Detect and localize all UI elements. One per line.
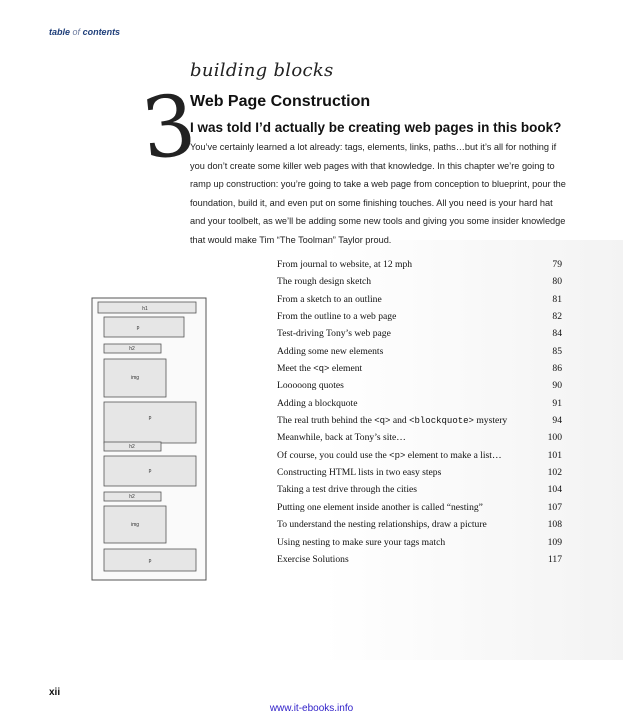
toc-entry-title: The rough design sketch xyxy=(277,276,372,288)
toc-entry-page: 82 xyxy=(552,311,562,323)
toc-entry[interactable] xyxy=(277,325,562,342)
toc-code-q: <q> xyxy=(374,416,391,427)
sketch-box-p1 xyxy=(104,317,184,337)
toc-title-text: The real truth behind the xyxy=(277,415,375,427)
toc-entry[interactable] xyxy=(277,343,562,360)
toc-entry-title: Exercise Solutions xyxy=(277,553,349,565)
toc-entry-page: 104 xyxy=(547,484,562,496)
toc-entry-title: From journal to website, at 12 mph xyxy=(277,259,413,270)
chapter-number: 3 xyxy=(137,75,201,179)
sketch-label-p1: p xyxy=(136,325,140,331)
header-word-table: table xyxy=(49,27,71,37)
toc-entry-page: 102 xyxy=(547,467,562,479)
toc-entry[interactable] xyxy=(277,447,562,464)
toc-entry-title: Taking a test drive through the cities xyxy=(277,484,417,496)
toc-entry[interactable] xyxy=(277,308,562,325)
toc-entry-page: 90 xyxy=(552,380,562,392)
chapter-subtitle: I was told I’d actually be creating web pages in this book? xyxy=(190,120,562,135)
toc-entry-title: Adding a blockquote xyxy=(277,397,358,409)
toc-entry-title xyxy=(277,447,502,464)
toc-entry[interactable] xyxy=(277,464,562,481)
toc-entry-page: 84 xyxy=(552,328,562,340)
toc-entry-title: Looooong quotes xyxy=(277,380,344,392)
toc-entry-page: 109 xyxy=(547,536,562,548)
toc-entry-title: From a sketch to an outline xyxy=(277,293,382,305)
sketch-label-p4: p xyxy=(148,558,152,564)
toc-code-p: <p> xyxy=(389,450,406,461)
toc-title-text: Meet the xyxy=(277,363,314,375)
toc-entry-title: Using nesting to make sure your tags match xyxy=(277,536,446,548)
toc-entry-page: 86 xyxy=(552,363,562,375)
toc-entry-title: From the outline to a web page xyxy=(277,311,397,323)
toc-entry-page: 80 xyxy=(552,276,562,288)
sketch-box-p2 xyxy=(104,402,196,443)
sketch-label-img1: img xyxy=(130,375,140,381)
toc-entry[interactable] xyxy=(277,534,562,551)
sketch-label-h2-2: h2 xyxy=(129,444,135,450)
toc-entry-page: 91 xyxy=(552,397,562,409)
toc-entry[interactable] xyxy=(277,273,562,290)
toc-entry-page: 108 xyxy=(547,519,562,531)
toc-entry[interactable] xyxy=(277,291,562,308)
footer-link[interactable]: www.it-ebooks.info xyxy=(269,703,354,714)
toc-entry-title: Test-driving Tony’s web page xyxy=(277,328,391,340)
sketch-label-h2-1: h2 xyxy=(129,346,135,352)
chapter-intro: You’ve certainly learned a lot already: tags, elements, links, paths…but it’s all for nothing if you don’t create some killer web pages with that knowledge. In this chapter we’re going to ramp up construction: you’re going to take a web page from conception to blueprint, pour the foundation, build it, and even put on some finishing touches. All you need is your hard hat and your toolbelt, as we’ll be adding some new tools and giving you some insider knowledge that would make Tim “The Toolman” Taylor proud. xyxy=(190,142,566,245)
header-word-of: of xyxy=(72,27,81,37)
sketch-label-img2: img xyxy=(130,522,140,528)
toc-entry-title xyxy=(277,360,362,377)
toc-code-q: <q> xyxy=(313,364,330,375)
toc-entry[interactable] xyxy=(277,551,562,568)
chapter-title: Web Page Construction xyxy=(190,93,371,110)
toc-entry[interactable] xyxy=(277,377,562,394)
sketch-label-h2-3: h2 xyxy=(129,494,135,500)
toc-entry-page: 79 xyxy=(552,259,562,270)
toc-entry[interactable] xyxy=(277,360,562,377)
page-number: xii xyxy=(49,687,61,698)
toc-title-text: element to make a list… xyxy=(405,449,502,461)
toc-entry-title: To understand the nesting relationships, draw a picture xyxy=(277,519,487,531)
sketch-label-h1: h1 xyxy=(142,306,148,312)
toc-code-blockquote: <blockquote> xyxy=(409,416,474,427)
toc-entry-page: 107 xyxy=(547,501,562,513)
toc-entry-page: 81 xyxy=(552,293,562,305)
toc-entry[interactable] xyxy=(277,395,562,412)
chapter-kicker: building blocks xyxy=(190,60,334,81)
toc-entry[interactable] xyxy=(277,481,562,498)
toc-entry[interactable] xyxy=(277,412,562,429)
toc-title-text: and xyxy=(390,415,410,427)
toc-title-text: element xyxy=(329,363,363,375)
running-header xyxy=(49,27,120,37)
header-word-contents: contents xyxy=(82,27,121,37)
toc-entry-page: 101 xyxy=(547,449,562,461)
toc-entry-page: 100 xyxy=(547,432,562,444)
toc-entry[interactable] xyxy=(277,429,562,446)
toc-entry[interactable] xyxy=(277,499,562,516)
sketch-label-p2: p xyxy=(148,415,152,421)
toc-entry-page: 94 xyxy=(552,415,562,427)
toc-entry-title: Putting one element inside another is called “nesting” xyxy=(277,501,483,513)
sketch-label-p3: p xyxy=(148,468,152,474)
toc-entry[interactable] xyxy=(277,516,562,533)
toc-entry-title: Adding some new elements xyxy=(277,345,384,357)
toc-title-text: mystery xyxy=(473,415,508,427)
toc-entry-page: 85 xyxy=(552,345,562,357)
toc-entry-title: Meanwhile, back at Tony’s site… xyxy=(277,432,406,444)
toc-title-text: Of course, you could use the xyxy=(277,449,390,461)
toc-entry-title xyxy=(277,412,507,429)
page-outline-sketch-illustration xyxy=(90,295,210,585)
toc-entry[interactable] xyxy=(277,256,562,273)
toc-entry-page: 117 xyxy=(547,553,562,565)
toc-entry-title: Constructing HTML lists in two easy steps xyxy=(277,467,442,479)
toc-list xyxy=(277,256,562,568)
